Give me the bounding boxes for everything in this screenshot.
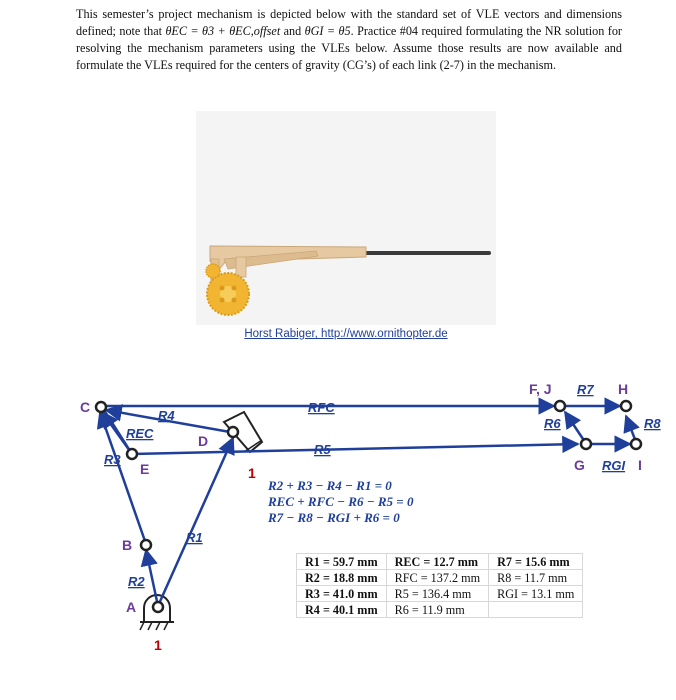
table-cell: R2 = 18.8 mm bbox=[297, 570, 387, 586]
mechanism-photo bbox=[196, 111, 496, 325]
joint-fj bbox=[555, 401, 565, 411]
label-h: H bbox=[618, 381, 629, 397]
table-cell: R5 = 136.4 mm bbox=[386, 586, 488, 602]
problem-text-2: and bbox=[280, 24, 305, 38]
equation-3: R7 − R8 − RGI + R6 = 0 bbox=[268, 510, 400, 525]
label-r4: R4 bbox=[158, 408, 175, 423]
label-fj: F, J bbox=[529, 381, 552, 397]
table-cell: R3 = 41.0 mm bbox=[297, 586, 387, 602]
table-row bbox=[297, 554, 583, 570]
label-a: A bbox=[126, 599, 137, 615]
joint-b bbox=[141, 540, 151, 550]
theta-relation-1: θEC = θ3 + θEC,offset bbox=[165, 24, 281, 38]
label-i: I bbox=[638, 457, 642, 473]
label-rec: REC bbox=[126, 426, 154, 441]
label-r1: R1 bbox=[186, 530, 203, 545]
label-r3: R3 bbox=[104, 452, 121, 467]
table-cell: REC = 12.7 mm bbox=[386, 554, 488, 570]
ground-label-bottom: 1 bbox=[154, 637, 162, 653]
table-cell: RFC = 137.2 mm bbox=[386, 570, 488, 586]
loop-equations bbox=[268, 478, 468, 526]
ground-label-top: 1 bbox=[248, 465, 256, 481]
table-cell: R6 = 11.9 mm bbox=[386, 602, 488, 618]
table-cell: R8 = 11.7 mm bbox=[489, 570, 583, 586]
label-r2: R2 bbox=[128, 574, 145, 589]
table-row bbox=[297, 570, 583, 586]
vector-r6 bbox=[565, 412, 585, 442]
photo-caption: Horst Rabiger, http://www.ornithopter.de bbox=[244, 328, 448, 340]
dimensions-table bbox=[296, 553, 583, 618]
joint-c bbox=[96, 402, 106, 412]
joint-e bbox=[127, 449, 137, 459]
kinematic-diagram bbox=[0, 360, 676, 700]
label-g: G bbox=[574, 457, 585, 473]
vector-r1 bbox=[158, 438, 233, 606]
table-cell: RGI = 13.1 mm bbox=[489, 586, 583, 602]
joint-a bbox=[153, 602, 163, 612]
table-cell: R4 = 40.1 mm bbox=[297, 602, 387, 618]
label-rfc: RFC bbox=[308, 400, 335, 415]
table-row bbox=[297, 586, 583, 602]
label-d: D bbox=[198, 433, 209, 449]
problem-text-3: . Practice #04 required formulating the NR solution for resolving the mechanism parameters using the VLEs below. Assume those results are now available and formulate the VLEs required for the centers of gravity (CG’s) of each link (2-7) in the mechanism. bbox=[76, 24, 622, 72]
joint-d bbox=[228, 427, 238, 437]
label-r7: R7 bbox=[577, 382, 594, 397]
label-r5: R5 bbox=[314, 442, 331, 457]
label-b: B bbox=[122, 537, 133, 553]
table-cell: R1 = 59.7 mm bbox=[297, 554, 387, 570]
table-cell: R7 = 15.6 mm bbox=[489, 554, 583, 570]
joint-g bbox=[581, 439, 591, 449]
label-r8: R8 bbox=[644, 416, 661, 431]
joint-h bbox=[621, 401, 631, 411]
theta-relation-2: θGI = θ5 bbox=[304, 24, 351, 38]
label-e: E bbox=[140, 461, 150, 477]
problem-statement bbox=[76, 6, 622, 74]
label-c: C bbox=[80, 399, 91, 415]
equation-2: REC + RFC − R6 − R5 = 0 bbox=[268, 494, 414, 509]
label-rgi: RGI bbox=[602, 458, 626, 473]
joint-i bbox=[631, 439, 641, 449]
label-r6: R6 bbox=[544, 416, 561, 431]
equation-1: R2 + R3 − R4 − R1 = 0 bbox=[268, 478, 392, 493]
table-cell bbox=[489, 602, 583, 618]
table-row bbox=[297, 602, 583, 618]
problem-text-1: This semester’s project mechanism is depicted below with the standard set of VLE vectors and dimensions defined; note that bbox=[76, 7, 622, 38]
